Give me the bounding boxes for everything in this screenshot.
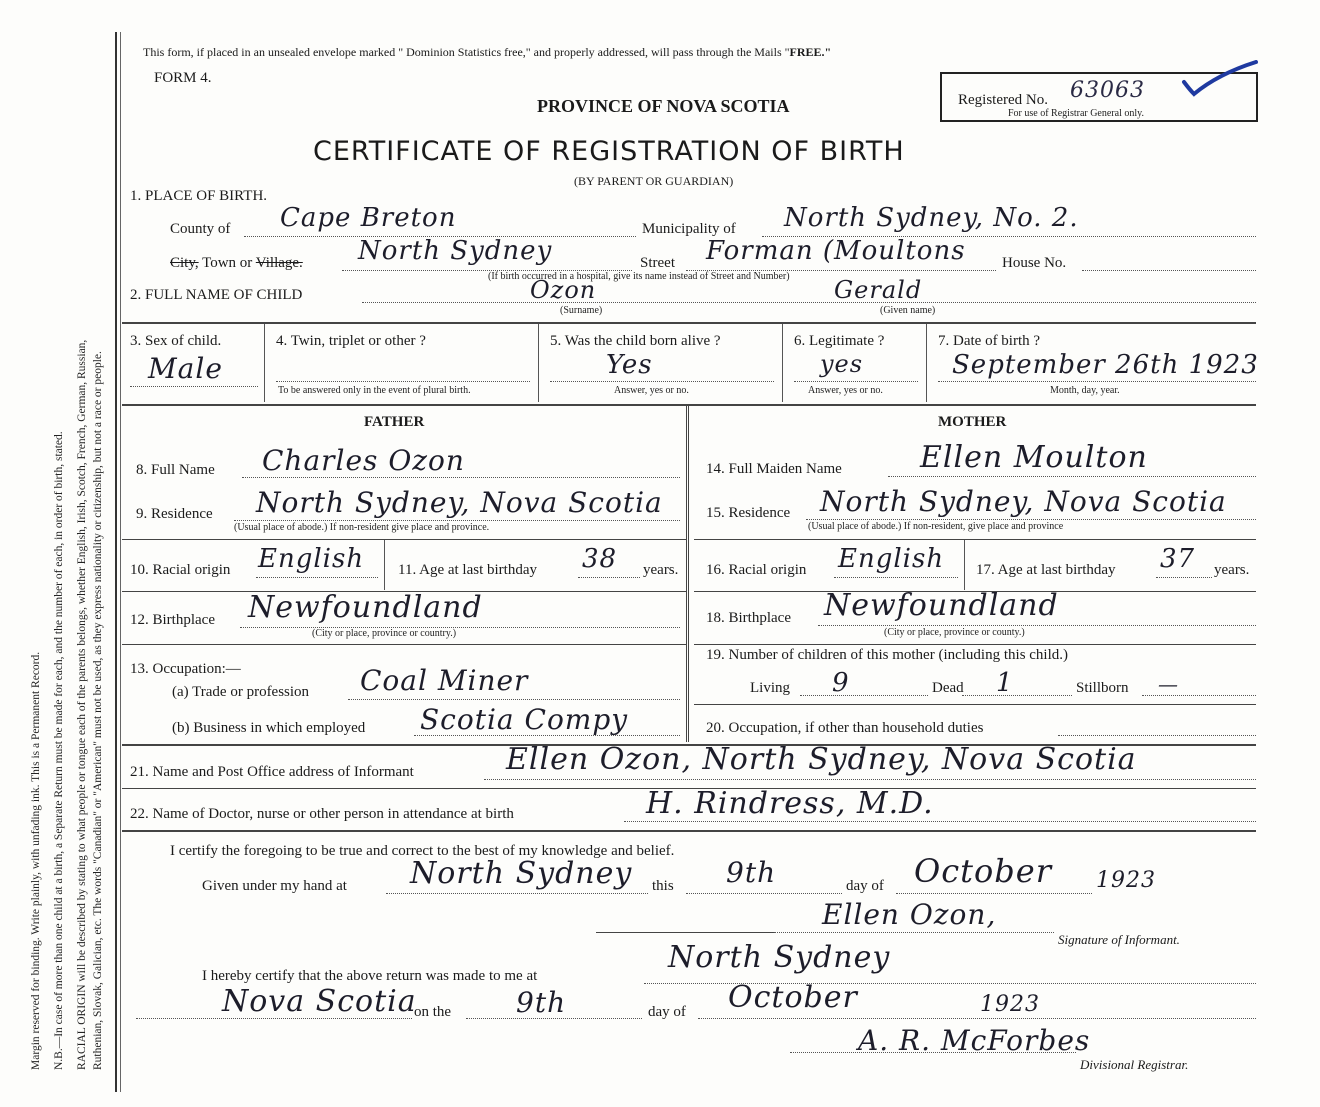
margin-note-plural-birth: N.B.—In case of more than one child at a birth, a Separate Return must be made for each, and the number of each, in order of birth, stated. [53,431,65,1070]
father-trade-label: (a) Trade or profession [172,684,310,700]
born-alive-value: Yes [606,350,653,380]
father-race-value: English [258,544,365,574]
born-alive-label: 5. Was the child born alive ? [550,333,721,349]
father-race-label: 10. Racial origin [130,562,231,578]
binding-rule-inner [120,32,121,1092]
mother-age-label: 17. Age at last birthday [976,562,1116,578]
registered-number: 63063 [1070,78,1145,103]
binding-rule [115,32,117,1092]
mother-residence-label: 15. Residence [706,505,791,521]
father-heading: FATHER [364,414,425,430]
margin-note-binding: Margin reserved for binding. Write plainly, with unfading ink. This is a Permanent Record. [30,651,42,1070]
born-alive-note: Answer, yes or no. [614,385,689,396]
date-of-birth-value: September 26th 1923 [952,350,1259,380]
registration-day-of-label: day of [648,1004,686,1020]
mother-name-label: 14. Full Maiden Name [706,461,842,477]
twin-label: 4. Twin, triplet or other ? [276,333,426,349]
twin-note: To be answered only in the event of plural birth. [278,385,471,396]
stillborn-value: — [1158,672,1179,696]
mother-residence-note: (Usual place of abode.) If non-resident, give place and province [808,521,1064,532]
informant-value: Ellen Ozon, North Sydney, Nova Scotia [506,742,1137,777]
registration-province-value: Nova Scotia [222,984,417,1019]
father-birthplace-note: (City or place, province or country.) [312,628,457,639]
child-name-label: 2. FULL NAME OF CHILD [130,287,303,303]
father-business-label: (b) Business in which employed [172,720,366,736]
informant-label: 21. Name and Post Office address of Informant [130,764,414,780]
town-value: North Sydney [358,236,553,266]
place-of-birth-heading: 1. PLACE OF BIRTH. [130,188,268,204]
sex-label: 3. Sex of child. [130,333,222,349]
father-name-label: 8. Full Name [136,462,215,478]
mother-heading: MOTHER [938,414,1007,430]
mother-birthplace-note: (City or place, province or county.) [884,627,1025,638]
given-year-value: 1923 [1096,868,1156,893]
stillborn-label: Stillborn [1076,680,1129,696]
registration-box [940,72,1258,122]
father-residence-value: North Sydney, Nova Scotia [256,486,663,519]
on-the-label: on the [414,1004,452,1020]
mother-residence-value: North Sydney, Nova Scotia [820,485,1227,518]
father-residence-label: 9. Residence [136,506,213,522]
county-value: Cape Breton [280,203,457,233]
municipality-label: Municipality of [642,221,736,237]
father-trade-value: Coal Miner [360,664,529,697]
registration-year-value: 1923 [980,992,1040,1017]
mother-birthplace-value: Newfoundland [824,588,1059,623]
registrar-use-note: For use of Registrar General only. [1008,108,1144,119]
father-birthplace-label: 12. Birthplace [130,612,215,628]
date-of-birth-note: Month, day, year. [1050,385,1120,396]
margin-note-racial-origin: RACIAL ORIGIN will be described by stating to what people or tongue each of the parents belongs, whether English, Irish, Scotch, French, German, Russian, [76,339,88,1070]
registration-month-value: October [728,980,858,1015]
father-birthplace-value: Newfoundland [248,590,483,625]
divider [122,322,1256,324]
certify-statement: I certify the foregoing to be true and correct to the best of my knowledge and belief. [170,843,675,859]
mother-name-value: Ellen Moulton [920,440,1148,475]
father-age-label: 11. Age at last birthday [398,562,537,578]
this-label: this [652,878,674,894]
town-label-group: City, Town or Village. [170,255,303,271]
mother-age-value: 37 [1160,544,1196,574]
divider [122,404,1256,406]
mail-notice: This form, if placed in an unsealed envelope marked " Dominion Statistics free," and properly addressed, will pass through the Mails "FREE." [143,45,832,59]
father-mother-divider [686,406,689,742]
municipality-value: North Sydney, No. 2. [784,203,1079,233]
registrar-signature: A. R. McForbes [858,1024,1091,1057]
margin-note-racial-origin-cont: Ruthenian, Slovak, Galician, etc. The words "Canadian" or "American" must not be used, as they express nationality or citizenship, but not a race or people. [92,351,104,1070]
mother-age-unit: years. [1214,562,1250,578]
doctor-value: H. Rindress, M.D. [646,786,934,821]
child-surname-value: Ozon [530,276,597,304]
given-day-value: 9th [726,856,777,889]
registered-label: Registered No. [958,92,1048,108]
father-residence-note: (Usual place of abode.) If non-resident give place and province. [234,522,490,533]
form-number: FORM 4. [154,70,212,86]
informant-signature: Ellen Ozon, [822,898,997,931]
mother-race-value: English [838,544,945,574]
mother-birthplace-label: 18. Birthplace [706,610,791,626]
surname-note: (Surname) [560,305,603,316]
street-label: Street [640,255,675,271]
province-title: PROVINCE OF NOVA SCOTIA [537,96,790,116]
legitimate-label: 6. Legitimate ? [794,333,885,349]
given-place-value: North Sydney [410,856,633,891]
legitimate-note: Answer, yes or no. [808,385,883,396]
given-month-value: October [914,852,1052,890]
father-business-value: Scotia Compy [420,703,629,736]
registrar-caption: Divisional Registrar. [1080,1057,1189,1072]
father-age-value: 38 [582,544,618,574]
mother-occupation-label: 20. Occupation, if other than household duties [706,720,984,736]
given-under-hand-label: Given under my hand at [202,878,347,894]
hospital-note: (If birth occurred in a hospital, give its name instead of Street and Number) [488,271,790,282]
dead-label: Dead [932,680,964,696]
father-age-unit: years. [643,562,679,578]
sex-value: Male [148,352,223,385]
father-name-value: Charles Ozon [262,444,465,477]
given-name-note: (Given name) [880,305,936,316]
day-of-label: day of [846,878,884,894]
county-label: County of [170,221,231,237]
registration-day-value: 9th [516,986,567,1019]
house-label: House No. [1002,255,1067,271]
page-title: CERTIFICATE OF REGISTRATION OF BIRTH [313,136,905,167]
living-label: Living [750,680,790,696]
street-value: Forman (Moultons [706,236,966,266]
divider [122,830,1256,832]
page-subtitle: (BY PARENT OR GUARDIAN) [574,174,734,188]
registration-place-value: North Sydney [668,940,891,975]
date-of-birth-label: 7. Date of birth ? [938,333,1041,349]
checkmark-icon [1178,60,1262,106]
living-value: 9 [832,668,850,698]
dead-value: 1 [996,668,1014,698]
mother-race-label: 16. Racial origin [706,562,807,578]
doctor-label: 22. Name of Doctor, nurse or other person in attendance at birth [130,806,514,822]
informant-signature-caption: Signature of Informant. [1058,932,1180,947]
children-count-label: 19. Number of children of this mother (including this child.) [706,647,1069,663]
father-occupation-label: 13. Occupation:— [130,661,241,677]
registrar-certify-label: I hereby certify that the above return was made to me at [202,968,538,984]
legitimate-value: yes [820,350,864,378]
child-given-name-value: Gerald [834,276,923,304]
